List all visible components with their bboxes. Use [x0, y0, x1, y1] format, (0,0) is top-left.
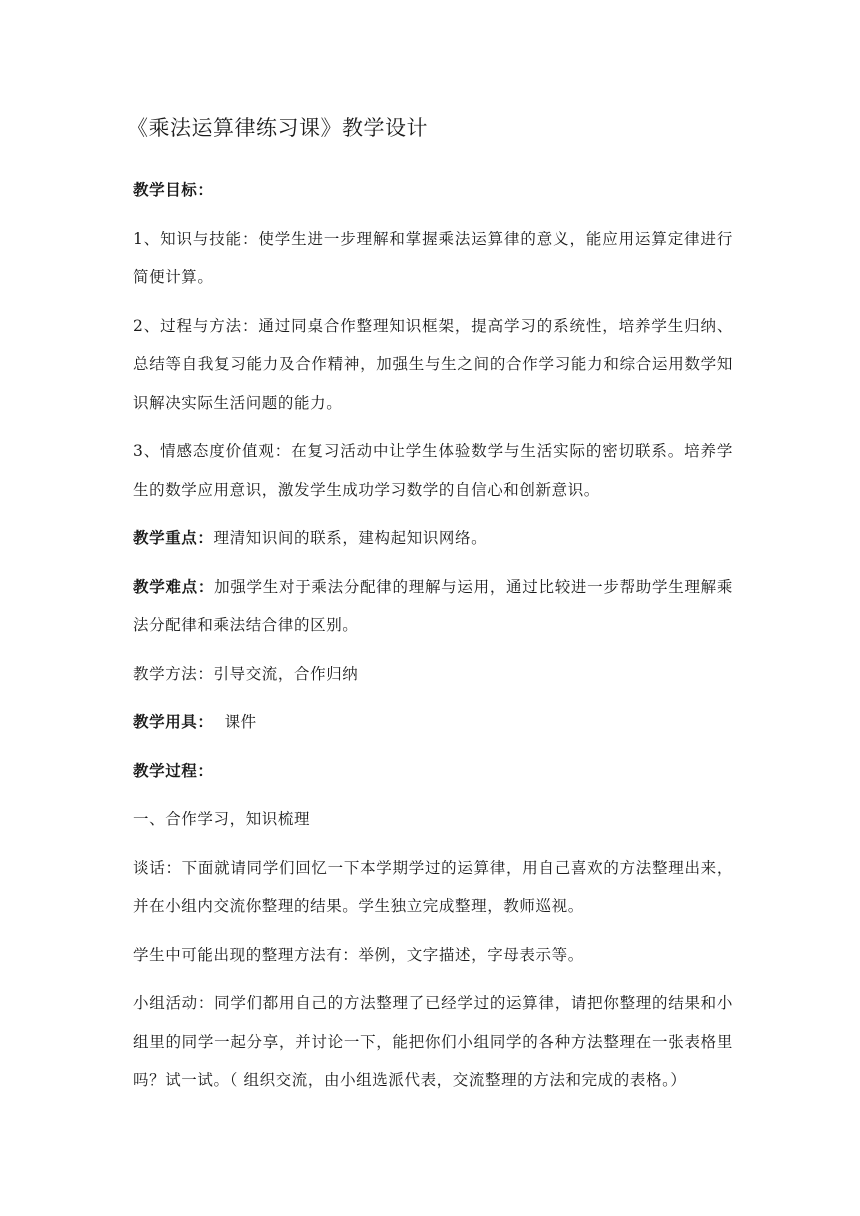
teaching-tools [133, 703, 733, 742]
process-heading: 教学过程： [133, 761, 214, 780]
difficulty-label: 教学难点： [133, 577, 215, 596]
tools-text: 课件 [213, 713, 257, 731]
key-point-text: 理清知识间的联系，建构起知识网络。 [213, 529, 488, 547]
difficulty-point [133, 568, 733, 645]
key-point [133, 519, 733, 558]
section-heading: 一、合作学习，知识梳理 [133, 810, 311, 828]
difficulty-text: 加强学生对于乘法分配律的理解与运用，通过比较进一步帮助学生理解乘法分配律和乘法结合律的区别。 [133, 577, 733, 634]
goal-emotion: 3、情感态度价值观：在复习活动中让学生体验数学与生活实际的密切联系。培养学生的数学应用意识，激发学生成功学习数学的自信心和创新意识。 [133, 442, 733, 499]
teaching-method: 教学方法：引导交流，合作归纳 [133, 664, 359, 683]
goals-heading: 教学目标： [133, 181, 214, 199]
document-title: 《乘法运算律练习课》教学设计 [127, 116, 428, 140]
goal-knowledge: 1、知识与技能：使学生进一步理解和掌握乘法运算律的意义，能应用运算定律进行简便计算。 [133, 229, 733, 286]
tools-label: 教学用具： [133, 713, 214, 731]
goal-process: 2、过程与方法：通过同桌合作整理知识框架，提高学习的系统性，培养学生归纳、总结等自我复习能力及合作精神，加强生与生之间的合作学习能力和综合运用数学知识解决实际生活问题的能力。 [133, 316, 733, 412]
paragraph-talk: 谈话：下面就请同学们回忆一下本学期学过的运算律，用自己喜欢的方法整理出来，并在小组内交流你整理的结果。学生独立完成整理，教师巡视。 [133, 858, 733, 915]
paragraph-group-activity: 小组活动：同学们都用自己的方法整理了已经学过的运算律，请把你整理的结果和小组里的同学一起分享，并讨论一下，能把你们小组同学的各种方法整理在一张表格里吗？试一试。（ 组织交流，由小组选派代表，交流整理的方法和完成的表格。） [133, 994, 733, 1089]
key-point-label: 教学重点： [133, 529, 214, 547]
document-page [127, 110, 733, 1100]
paragraph-methods: 学生中可能出现的整理方法有：举例，文字描述，字母表示等。 [133, 945, 584, 964]
